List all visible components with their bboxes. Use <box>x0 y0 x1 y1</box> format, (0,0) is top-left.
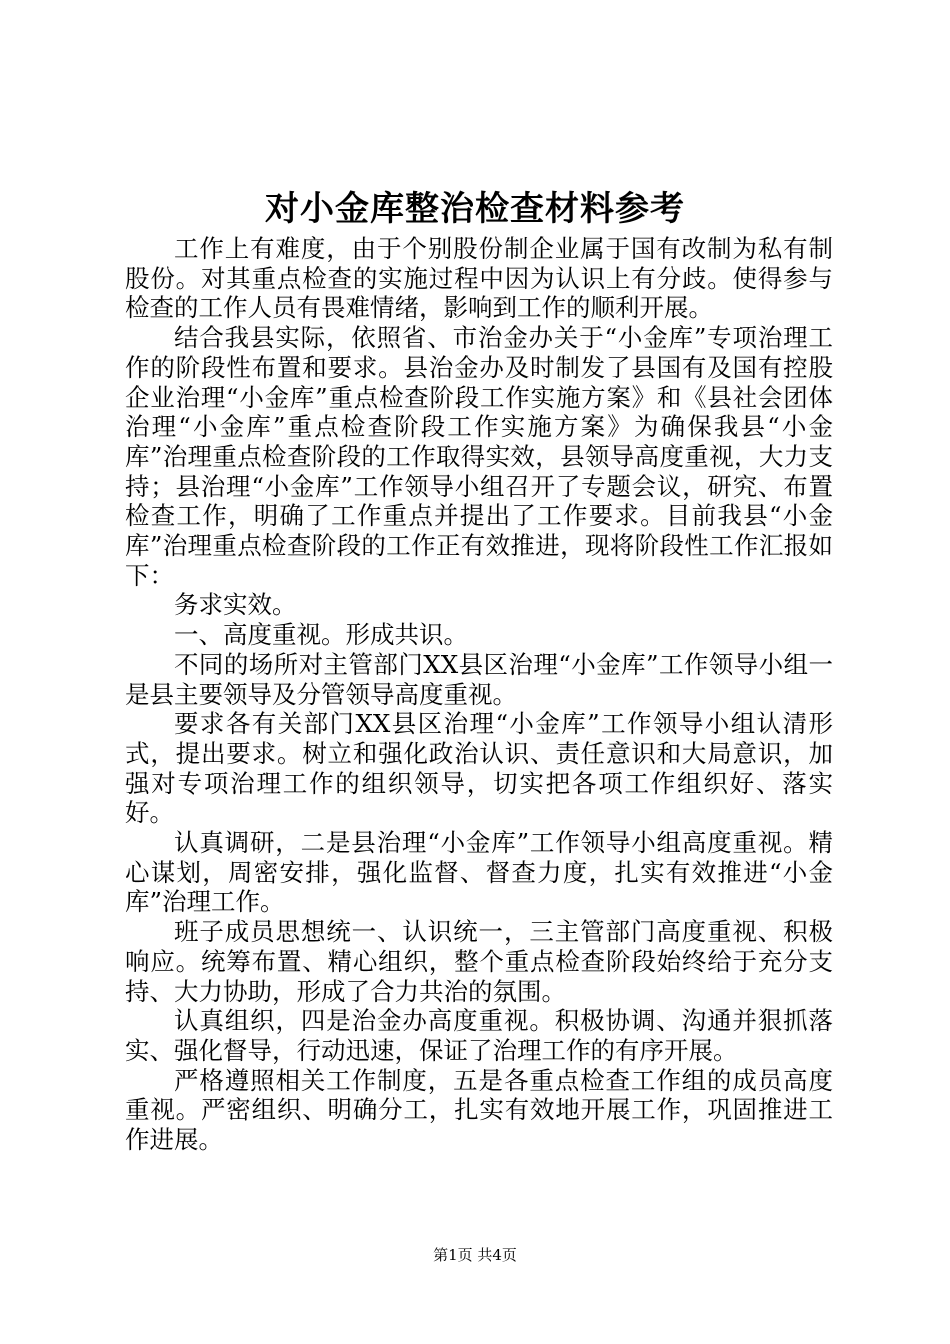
paragraph: 要求各有关部门XX县区治理“小金库”工作领导小组认清形式，提出要求。树立和强化政治认识、责任意识和大局意识，加强对专项治理工作的组织领导，切实把各项工作组织好、落实好。 <box>125 709 833 828</box>
paragraph: 班子成员思想统一、认识统一，三主管部门高度重视、积极响应。统筹布置、精心组织，整个重点检查阶段始终给于充分支持、大力协助，形成了合力共治的氛围。 <box>125 917 833 1006</box>
paragraph: 结合我县实际，依照省、市治金办关于“小金库”专项治理工作的阶段性布置和要求。县治金办及时制发了县国有及国有控股企业治理“小金库”重点检查阶段工作实施方案》和《县社会团体治理“小金库”重点检查阶段工作实施方案》为确保我县“小金库”治理重点检查阶段的工作取得实效，县领导高度重视，大力支持；县治理“小金库”工作领导小组召开了专题会议，研究、布置检查工作，明确了工作重点并提出了工作要求。目前我县“小金库”治理重点检查阶段的工作正有效推进，现将阶段性工作汇报如下： <box>125 323 833 590</box>
paragraph: 认真组织，四是治金办高度重视。积极协调、沟通并狠抓落实、强化督导，行动迅速，保证了治理工作的有序开展。 <box>125 1006 833 1065</box>
document-body <box>125 234 833 1155</box>
paragraph: 务求实效。 <box>174 590 297 620</box>
document-title: 对小金库整治检查材料参考 <box>265 189 685 229</box>
paragraph: 工作上有难度，由于个别股份制企业属于国有改制为私有制股份。对其重点检查的实施过程中因为认识上有分歧。使得参与检查的工作人员有畏难情绪，影响到工作的顺利开展。 <box>125 234 833 323</box>
paragraph: 严格遵照相关工作制度，五是各重点检查工作组的成员高度重视。严密组织、明确分工，扎实有效地开展工作，巩固推进工作进展。 <box>125 1065 833 1155</box>
section-heading: 一、高度重视。形成共识。 <box>174 620 468 650</box>
paragraph: 认真调研，二是县治理“小金库”工作领导小组高度重视。精心谋划，周密安排，强化监督、督查力度，扎实有效推进“小金库”治理工作。 <box>125 828 833 917</box>
paragraph: 不同的场所对主管部门XX县区治理“小金库”工作领导小组一是县主要领导及分管领导高度重视。 <box>125 649 833 709</box>
page-footer: 第1页 共4页 <box>433 1246 517 1264</box>
